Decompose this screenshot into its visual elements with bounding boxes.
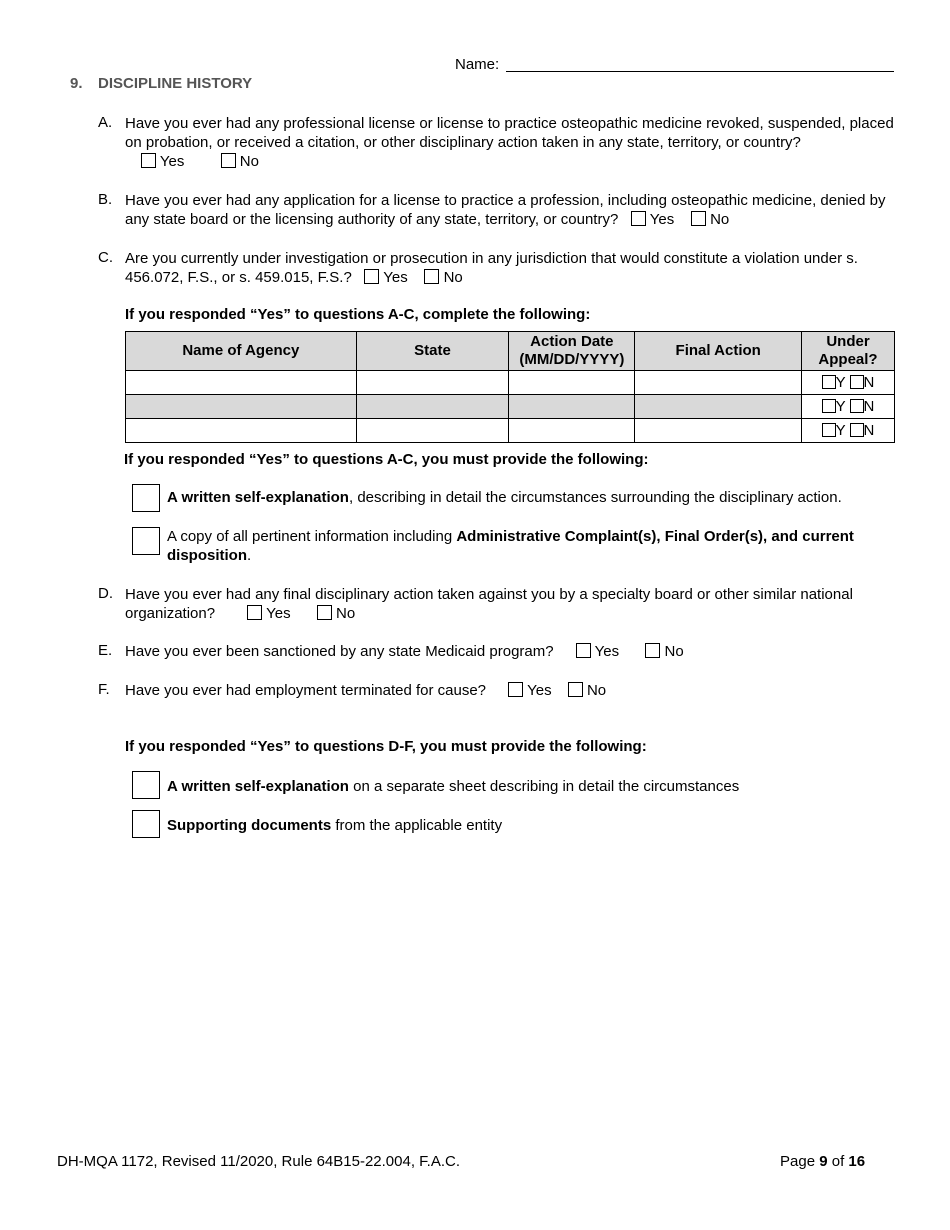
state-cell[interactable] <box>356 371 509 395</box>
question-f-yes-checkbox[interactable] <box>508 682 523 697</box>
question-b-yes-label: Yes <box>649 211 675 228</box>
question-e-yes-checkbox[interactable] <box>576 643 591 658</box>
appeal-yes-label: Y <box>835 422 846 439</box>
appeal-yes-label: Y <box>835 398 846 415</box>
question-d <box>125 585 895 623</box>
question-d-no-label: No <box>335 605 356 622</box>
question-b <box>125 191 895 229</box>
question-f <box>125 681 895 700</box>
df-item2-rest: from the applicable entity <box>331 817 503 834</box>
question-c-yes-label: Yes <box>383 269 408 286</box>
question-c-no-label: No <box>443 269 463 286</box>
agency-cell[interactable] <box>126 371 357 395</box>
question-a-text: Have you ever had any professional license or license to practice osteopathic medicine revoked, suspended, placed on probation, or received a citation, or other disciplinary action taken in any state, territory, or country? <box>125 115 894 151</box>
question-f-no-label: No <box>586 682 607 699</box>
question-d-yes-label: Yes <box>266 605 291 622</box>
final-action-cell[interactable] <box>635 419 802 443</box>
final-action-cell[interactable] <box>635 371 802 395</box>
question-b-yes-checkbox[interactable] <box>631 211 646 226</box>
df-item1-bold: A written self-explanation <box>167 778 349 795</box>
ac-requirements-intro: If you responded “Yes” to questions A-C, you must provide the following: <box>124 451 649 468</box>
ac-item2-bold: Administrative Complaint(s), Final Order(s), and current disposition <box>167 528 854 564</box>
question-c-letter: C. <box>98 249 113 266</box>
appeal-yes-checkbox[interactable] <box>822 399 836 413</box>
appeal-no-checkbox[interactable] <box>850 423 864 437</box>
page-current: 9 <box>819 1153 828 1170</box>
ac-self-explanation-checkbox[interactable] <box>132 484 160 512</box>
ac-self-explanation-text <box>167 488 895 507</box>
question-e-yes-label: Yes <box>594 643 620 660</box>
appeal-no-checkbox[interactable] <box>850 375 864 389</box>
header-final-action: Final Action <box>635 332 802 371</box>
df-requirements-intro: If you responded “Yes” to questions D-F, you must provide the following: <box>125 738 647 755</box>
question-d-no-checkbox[interactable] <box>317 605 332 620</box>
page-number <box>780 1153 865 1170</box>
df-supporting-docs-text <box>167 816 895 835</box>
question-a-letter: A. <box>98 114 113 131</box>
action-date-cell[interactable] <box>509 419 635 443</box>
name-field[interactable] <box>506 71 894 72</box>
appeal-yes-checkbox[interactable] <box>822 423 836 437</box>
appeal-yes-checkbox[interactable] <box>822 375 836 389</box>
ac-item2-pre: A copy of all pertinent information including <box>167 528 457 545</box>
state-cell[interactable] <box>356 395 509 419</box>
question-d-letter: D. <box>98 585 113 602</box>
table-header-row <box>126 332 895 371</box>
df-self-explanation-text <box>167 777 895 796</box>
question-c-yes-checkbox[interactable] <box>364 269 379 284</box>
appeal-no-checkbox[interactable] <box>850 399 864 413</box>
appeal-yes-label: Y <box>835 374 846 391</box>
question-e-no-checkbox[interactable] <box>645 643 660 658</box>
header-action-date: Action Date (MM/DD/YYYY) <box>509 332 635 371</box>
df-supporting-docs-checkbox[interactable] <box>132 810 160 838</box>
discipline-table <box>125 331 895 443</box>
appeal-cell <box>802 395 895 419</box>
action-date-cell[interactable] <box>509 371 635 395</box>
question-b-no-label: No <box>710 211 730 228</box>
df-item1-rest: on a separate sheet describing in detail the circumstances <box>348 778 740 795</box>
question-e-text: Have you ever been sanctioned by any state Medicaid program? <box>125 643 554 660</box>
state-cell[interactable] <box>356 419 509 443</box>
page-total: 16 <box>848 1153 866 1170</box>
question-c-text: Are you currently under investigation or prosecution in any jurisdiction that would constitute a violation under s. 456.072, F.S., or s. 459.015, F.S.? <box>125 250 858 286</box>
appeal-no-label: N <box>863 422 875 439</box>
final-action-cell[interactable] <box>635 395 802 419</box>
name-label: Name: <box>455 56 500 73</box>
question-a <box>125 114 895 171</box>
section-title: DISCIPLINE HISTORY <box>98 75 253 92</box>
df-item2-bold: Supporting documents <box>167 817 332 834</box>
question-c-no-checkbox[interactable] <box>424 269 439 284</box>
appeal-no-label: N <box>863 374 875 391</box>
action-date-cell[interactable] <box>509 395 635 419</box>
agency-cell[interactable] <box>126 419 357 443</box>
question-a-no-label: No <box>239 153 259 170</box>
question-e-letter: E. <box>98 642 113 659</box>
question-b-no-checkbox[interactable] <box>691 211 706 226</box>
question-c <box>125 249 895 287</box>
df-self-explanation-checkbox[interactable] <box>132 771 160 799</box>
of-word: of <box>831 1153 845 1170</box>
header-name-of-agency: Name of Agency <box>126 332 357 371</box>
appeal-no-label: N <box>863 398 875 415</box>
appeal-cell <box>802 371 895 395</box>
header-under-appeal: Under Appeal? <box>802 332 895 371</box>
appeal-cell <box>802 419 895 443</box>
question-f-text: Have you ever had employment terminated for cause? <box>125 682 487 699</box>
ac-documents-checkbox[interactable] <box>132 527 160 555</box>
question-d-yes-checkbox[interactable] <box>247 605 262 620</box>
ac-item2-post: . <box>247 547 252 564</box>
question-b-letter: B. <box>98 191 113 208</box>
agency-cell[interactable] <box>126 395 357 419</box>
question-f-no-checkbox[interactable] <box>568 682 583 697</box>
table-row <box>126 419 895 443</box>
table-row <box>126 371 895 395</box>
ac-table-intro: If you responded “Yes” to questions A-C, complete the following: <box>125 306 591 323</box>
question-d-text: Have you ever had any final disciplinary action taken against you by a specialty board or other similar national organization? <box>125 586 853 622</box>
page-word: Page <box>780 1153 816 1170</box>
question-a-no-checkbox[interactable] <box>221 153 236 168</box>
table-row <box>126 395 895 419</box>
header-state: State <box>356 332 509 371</box>
question-f-yes-label: Yes <box>527 682 552 699</box>
question-a-yes-checkbox[interactable] <box>141 153 156 168</box>
ac-documents-text <box>167 527 895 565</box>
question-e <box>125 642 895 661</box>
ac-item1-rest: , describing in detail the circumstances surrounding the disciplinary action. <box>348 489 842 506</box>
form-id: DH-MQA 1172, Revised 11/2020, Rule 64B15-22.004, F.A.C. <box>57 1153 461 1170</box>
ac-item1-bold: A written self-explanation <box>167 489 349 506</box>
question-a-yes-label: Yes <box>159 153 185 170</box>
section-number: 9. <box>70 75 83 92</box>
question-f-letter: F. <box>98 681 110 698</box>
question-e-no-label: No <box>664 643 684 660</box>
question-b-text: Have you ever had any application for a license to practice a profession, including osteopathic medicine, denied by any state board or the licensing authority of any state, territory, or country? <box>125 192 886 228</box>
